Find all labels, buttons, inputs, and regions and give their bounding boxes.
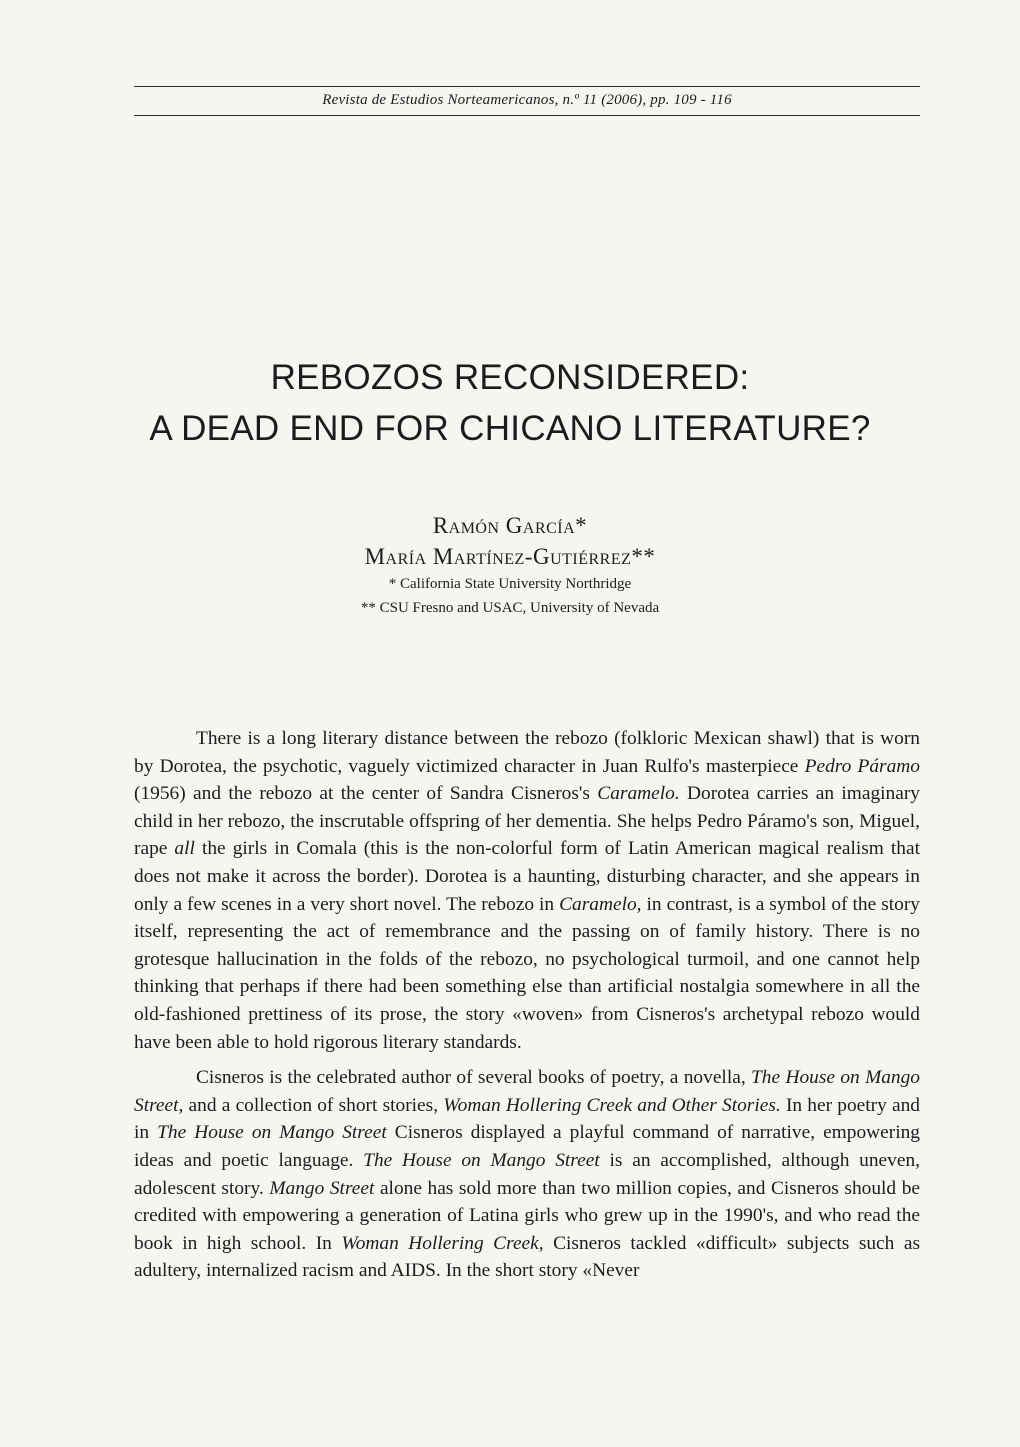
text-run: in contrast, is a symbol of the story itself, representing the act of remembrance and the passing on of family history. There is no grotesque hallucination in the folds of the rebozo, no psychological turmoil, and one cannot help thinking that perhaps if there had been something else than artificial nostalgia somewhere in all the old-fashioned prettiness of its prose, the story «woven» from Cisneros's archetypal rebozo would have been able to hold rigorous literary standards. — [134, 893, 920, 1053]
italic-title: Caramelo, — [559, 893, 642, 915]
italic-title: Woman Hollering Creek, — [341, 1232, 544, 1254]
author-name: María Martínez-Gutiérrez** — [364, 544, 656, 569]
paragraph-2 — [134, 1064, 920, 1285]
italic-title: The House on Mango Street, — [134, 1067, 921, 1116]
text-run: alone has sold more than two million copies, and Cisneros should be credited with empowering a generation of Latina girls who grew up in the 1990's, and who read the book in high school. In — [134, 1177, 920, 1254]
text-run: Cisneros is the celebrated author of several books of poetry, a novella, — [196, 1067, 752, 1089]
affiliation: * California State University Northridge — [388, 576, 632, 592]
italic-title: The House on Mango Street — [363, 1149, 600, 1171]
text-run: is an accomplished, although uneven, adolescent story. — [134, 1149, 920, 1199]
article-title — [100, 352, 920, 454]
italic-title: Caramelo. — [597, 783, 680, 805]
italic-title: Mango Street — [269, 1177, 375, 1199]
italic-title: Pedro Páramo — [804, 755, 920, 777]
title-line-2: A DEAD END FOR CHICANO LITERATURE? — [149, 409, 871, 448]
italic-title: Woman Hollering Creek and Other Stories. — [443, 1094, 781, 1116]
paragraph-1 — [134, 725, 920, 1056]
running-header — [134, 86, 920, 116]
article-body — [134, 725, 920, 1293]
title-line-1: REBOZOS RECONSIDERED: — [270, 358, 750, 397]
journal-citation: Revista de Estudios Norteamericanos, n.º 11 (2006), pp. 109 - 116 — [322, 92, 732, 108]
author-block — [100, 510, 920, 620]
text-run: Cisneros tackled «difficult» subjects such as adultery, internalized racism and AIDS. In the short story «Never — [134, 1232, 920, 1282]
text-run: There is a long literary distance between the rebozo (folkloric Mexican shawl) that is worn by Dorotea, the psychotic, vaguely victimized character in Juan Rulfo's masterpiece — [134, 728, 920, 777]
italic-emphasis: all — [174, 838, 195, 860]
affiliation: ** CSU Fresno and USAC, University of Nevada — [360, 600, 660, 616]
author-name: Ramón García* — [432, 513, 588, 538]
italic-title: The House on Mango Street — [157, 1122, 387, 1144]
text-run: the girls in Comala (this is the non-colorful form of Latin American magical realism that does not make it across the border). Dorotea is a haunting, disturbing character, and she appears in only a few scenes in a very short novel. The rebozo in — [134, 838, 920, 915]
text-run: Dorotea carries an imaginary child in her rebozo, the inscrutable offspring of her dementia. She helps Pedro Páramo's son, Miguel, rape — [134, 783, 920, 860]
text-run: and a collection of short stories, — [183, 1094, 444, 1116]
text-run: In her poetry and in — [134, 1094, 921, 1144]
text-run: (1956) and the rebozo at the center of Sandra Cisneros's — [134, 783, 598, 805]
text-run: Cisneros displayed a playful command of narrative, empowering ideas and poetic language. — [134, 1122, 920, 1171]
